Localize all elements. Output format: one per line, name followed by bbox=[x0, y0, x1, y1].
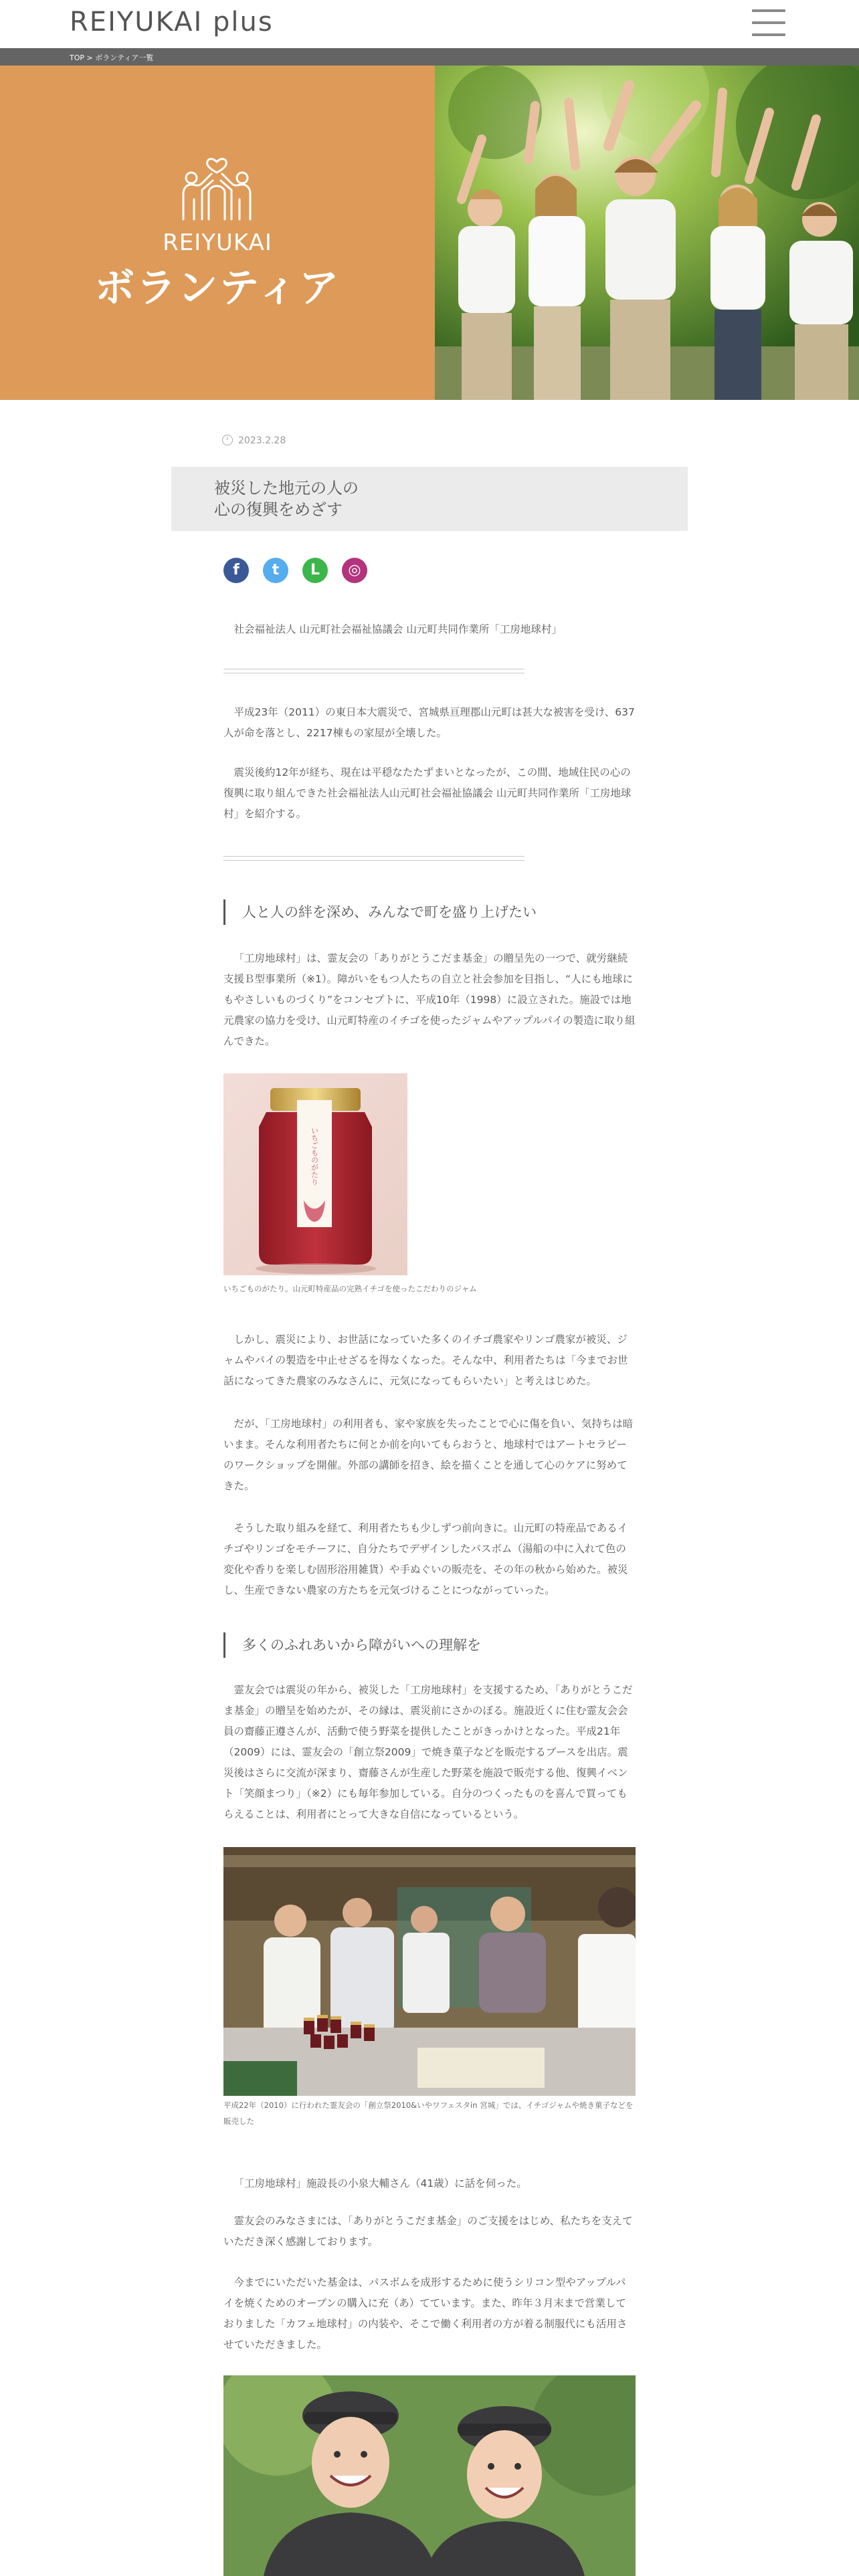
section1-paragraph-3 bbox=[223, 1414, 636, 1497]
article-title-box bbox=[171, 467, 688, 531]
section1-paragraph-1 bbox=[223, 948, 636, 1052]
site-logo[interactable]: REIYUKAI plus bbox=[70, 7, 274, 37]
clock-icon bbox=[222, 435, 233, 445]
article-title: 被災した地元の人の 心の復興をめざす bbox=[214, 479, 359, 519]
intro-paragraph-1 bbox=[223, 702, 636, 744]
instagram-icon: ◎ bbox=[348, 562, 361, 578]
divider bbox=[223, 669, 524, 673]
section1-paragraph-4 bbox=[223, 1518, 636, 1601]
section2-text-1: 霊友会では震災の年から、被災した「工房地球村」を支援するため、「ありがとうこだま基金」の贈呈を始めたが、その縁は、震災前にさかのぼる。施設近くに住む霊友会会員の齋藤正遵さんが、活動で使う野菜を提供したことがきっかけとなった。平成21年（2009）には、霊友会の「創立祭2009」で焼き菓子などを販売するブースを出店。震災後はさらに交流が深まり、齋藤さんが生産した野菜を施設で販売する他、復興イベント「笑顔まつり」（※2）にも毎年参加している。自分のつくったものを喜んで買ってもらえることは、利用者にとって大きな自信になっているという。 bbox=[223, 1684, 633, 1820]
org-name bbox=[223, 619, 636, 640]
article-date-text: 2023.2.28 bbox=[238, 435, 286, 446]
twitter-share-button[interactable] bbox=[263, 558, 288, 583]
section1-text-3: だが、「工房地球村」の利用者も、家や家族を失ったことで心に傷を負い、気持ちは暗いまま。そんな利用者たちに何とか前を向いてもらおうと、地球村ではアートセラピーのワークショップを開催。外部の講師を招き、絵を描くことを通して心のケアに努めてきた。 bbox=[223, 1418, 634, 1492]
jam-jar-photo bbox=[223, 1073, 407, 1275]
section1-text-4: そうした取り組みを経て、利用者たちも少しずつ前向きに。山元町の特産品であるイチゴやリンゴをモチーフに、自分たちでデザインしたパスボム（湯船の中に入れて色の変化や香りを楽しむ固形浴用雑貨）や手ぬぐいの販売を、その年の秋から始めた。被災し、生産できない農家の方たちを元気づけることにつながっていった。 bbox=[223, 1522, 628, 1596]
site-header bbox=[0, 0, 859, 48]
breadcrumb-bar bbox=[0, 48, 859, 66]
interview-lead-text: 「工房地球村」施設長の小泉大輔さん（41歳）に話を伺った。 bbox=[233, 2177, 527, 2189]
section2-paragraph-1 bbox=[223, 1680, 636, 1825]
section1-text-2: しかし、震災により、お世話になっていた多くのイチゴ農家やリンゴ農家が被災、ジャムやパイの製造を中止せざるを得なくなった。そんな中、利用者たちは「今までお世話になってきた農家のみなさんに、元気になってもらいたい」と考えはじめた。 bbox=[223, 1333, 628, 1387]
hero-banner bbox=[0, 66, 435, 400]
breadcrumb-separator: > bbox=[84, 53, 96, 62]
hero-title: ボランティア bbox=[94, 265, 341, 312]
section1-paragraph-2 bbox=[223, 1329, 636, 1392]
article-date bbox=[222, 435, 286, 446]
line-share-button[interactable] bbox=[302, 558, 328, 583]
booth-photo-caption: 平成22年（2010）に行われた霊友会の「創立祭2010&いやワフェスタin 宮城」では、イチゴジャムや焼き菓子などを販売した bbox=[223, 2101, 634, 2126]
staff-smiling-photo bbox=[223, 2375, 636, 2576]
section-heading-2: 多くのふれあいから障がいへの理解を bbox=[223, 1632, 636, 1658]
interview-paragraph-1 bbox=[223, 2211, 636, 2252]
facebook-share-button[interactable] bbox=[223, 558, 249, 583]
section-heading-1: 人と人の絆を深め、みんなで町を盛り上げたい bbox=[223, 899, 636, 925]
intro-text-2: 震災後約12年が経ち、現在は平穏なたたずまいとなったが、この間、地域住民の心の復興に取り組んできた社会福祉法人山元町社会福祉協議会 山元町共同作業所「工房地球村」を紹介する。 bbox=[223, 766, 632, 820]
breadcrumb-top-link[interactable]: TOP bbox=[70, 53, 85, 62]
hero-photo-children bbox=[435, 66, 859, 400]
interview-lead bbox=[223, 2173, 636, 2194]
interview-paragraph-2 bbox=[223, 2272, 636, 2355]
facebook-icon: f bbox=[233, 562, 240, 578]
jam-photo-caption: いちごものがたり。山元町特産品の完熟イチゴを使ったこだわりのジャム bbox=[223, 1284, 477, 1293]
instagram-share-button[interactable] bbox=[342, 558, 367, 583]
breadcrumb-current: ボランティア一覧 bbox=[95, 53, 154, 62]
intro-paragraph-2 bbox=[223, 762, 636, 825]
section1-text-1: 「工房地球村」は、霊友会の「ありがとうこだま基金」の贈呈先の一つで、就労継続支援Ｂ型事業所（※1）。障がいをもつ人たちの自立と社会参加を目指し、“人にも地球にもやさしいものづくり”をコンセプトに、平成10年（1998）に設立された。施設では地元農家の協力を受け、山元町特産のイチゴを使ったジャムやアップルパイの製造に取り組んできた。 bbox=[223, 952, 636, 1047]
interview-text-1: 霊友会のみなさまには、「ありがとうこだま基金」のご支援をはじめ、私たちを支えていただき深く感謝しております。 bbox=[223, 2215, 633, 2248]
twitter-icon: t bbox=[272, 562, 280, 578]
line-icon: L bbox=[310, 562, 320, 578]
interview-text-2: 今までにいただいた基金は、パスボムを成形するために使うシリコン型やアップルパイを焼くためのオーブンの購入に充（あ）てています。また、昨年３月末まで営業しておりました「カフェ地球村」の内装や、そこで働く利用者の方が着る制服代にも活用させていただきました。 bbox=[223, 2276, 628, 2351]
breadcrumb bbox=[70, 52, 153, 63]
hamburger-menu-icon[interactable] bbox=[752, 7, 785, 39]
heart-hands-people-icon bbox=[179, 146, 254, 223]
hero-brand: REIYUKAI bbox=[163, 229, 272, 256]
org-name-text: 社会福祉法人 山元町社会福祉協議会 山元町共同作業所「工房地球村」 bbox=[233, 623, 562, 635]
intro-text-1: 平成23年（2011）の東日本大震災で、宮城県亘理郡山元町は甚大な被害を受け、637人が命を落とし、2217棟もの家屋が全壊した。 bbox=[223, 706, 635, 739]
jam-label-text: いちごものがたり bbox=[310, 1127, 319, 1186]
divider bbox=[223, 856, 524, 861]
booth-event-photo bbox=[223, 1847, 636, 2096]
